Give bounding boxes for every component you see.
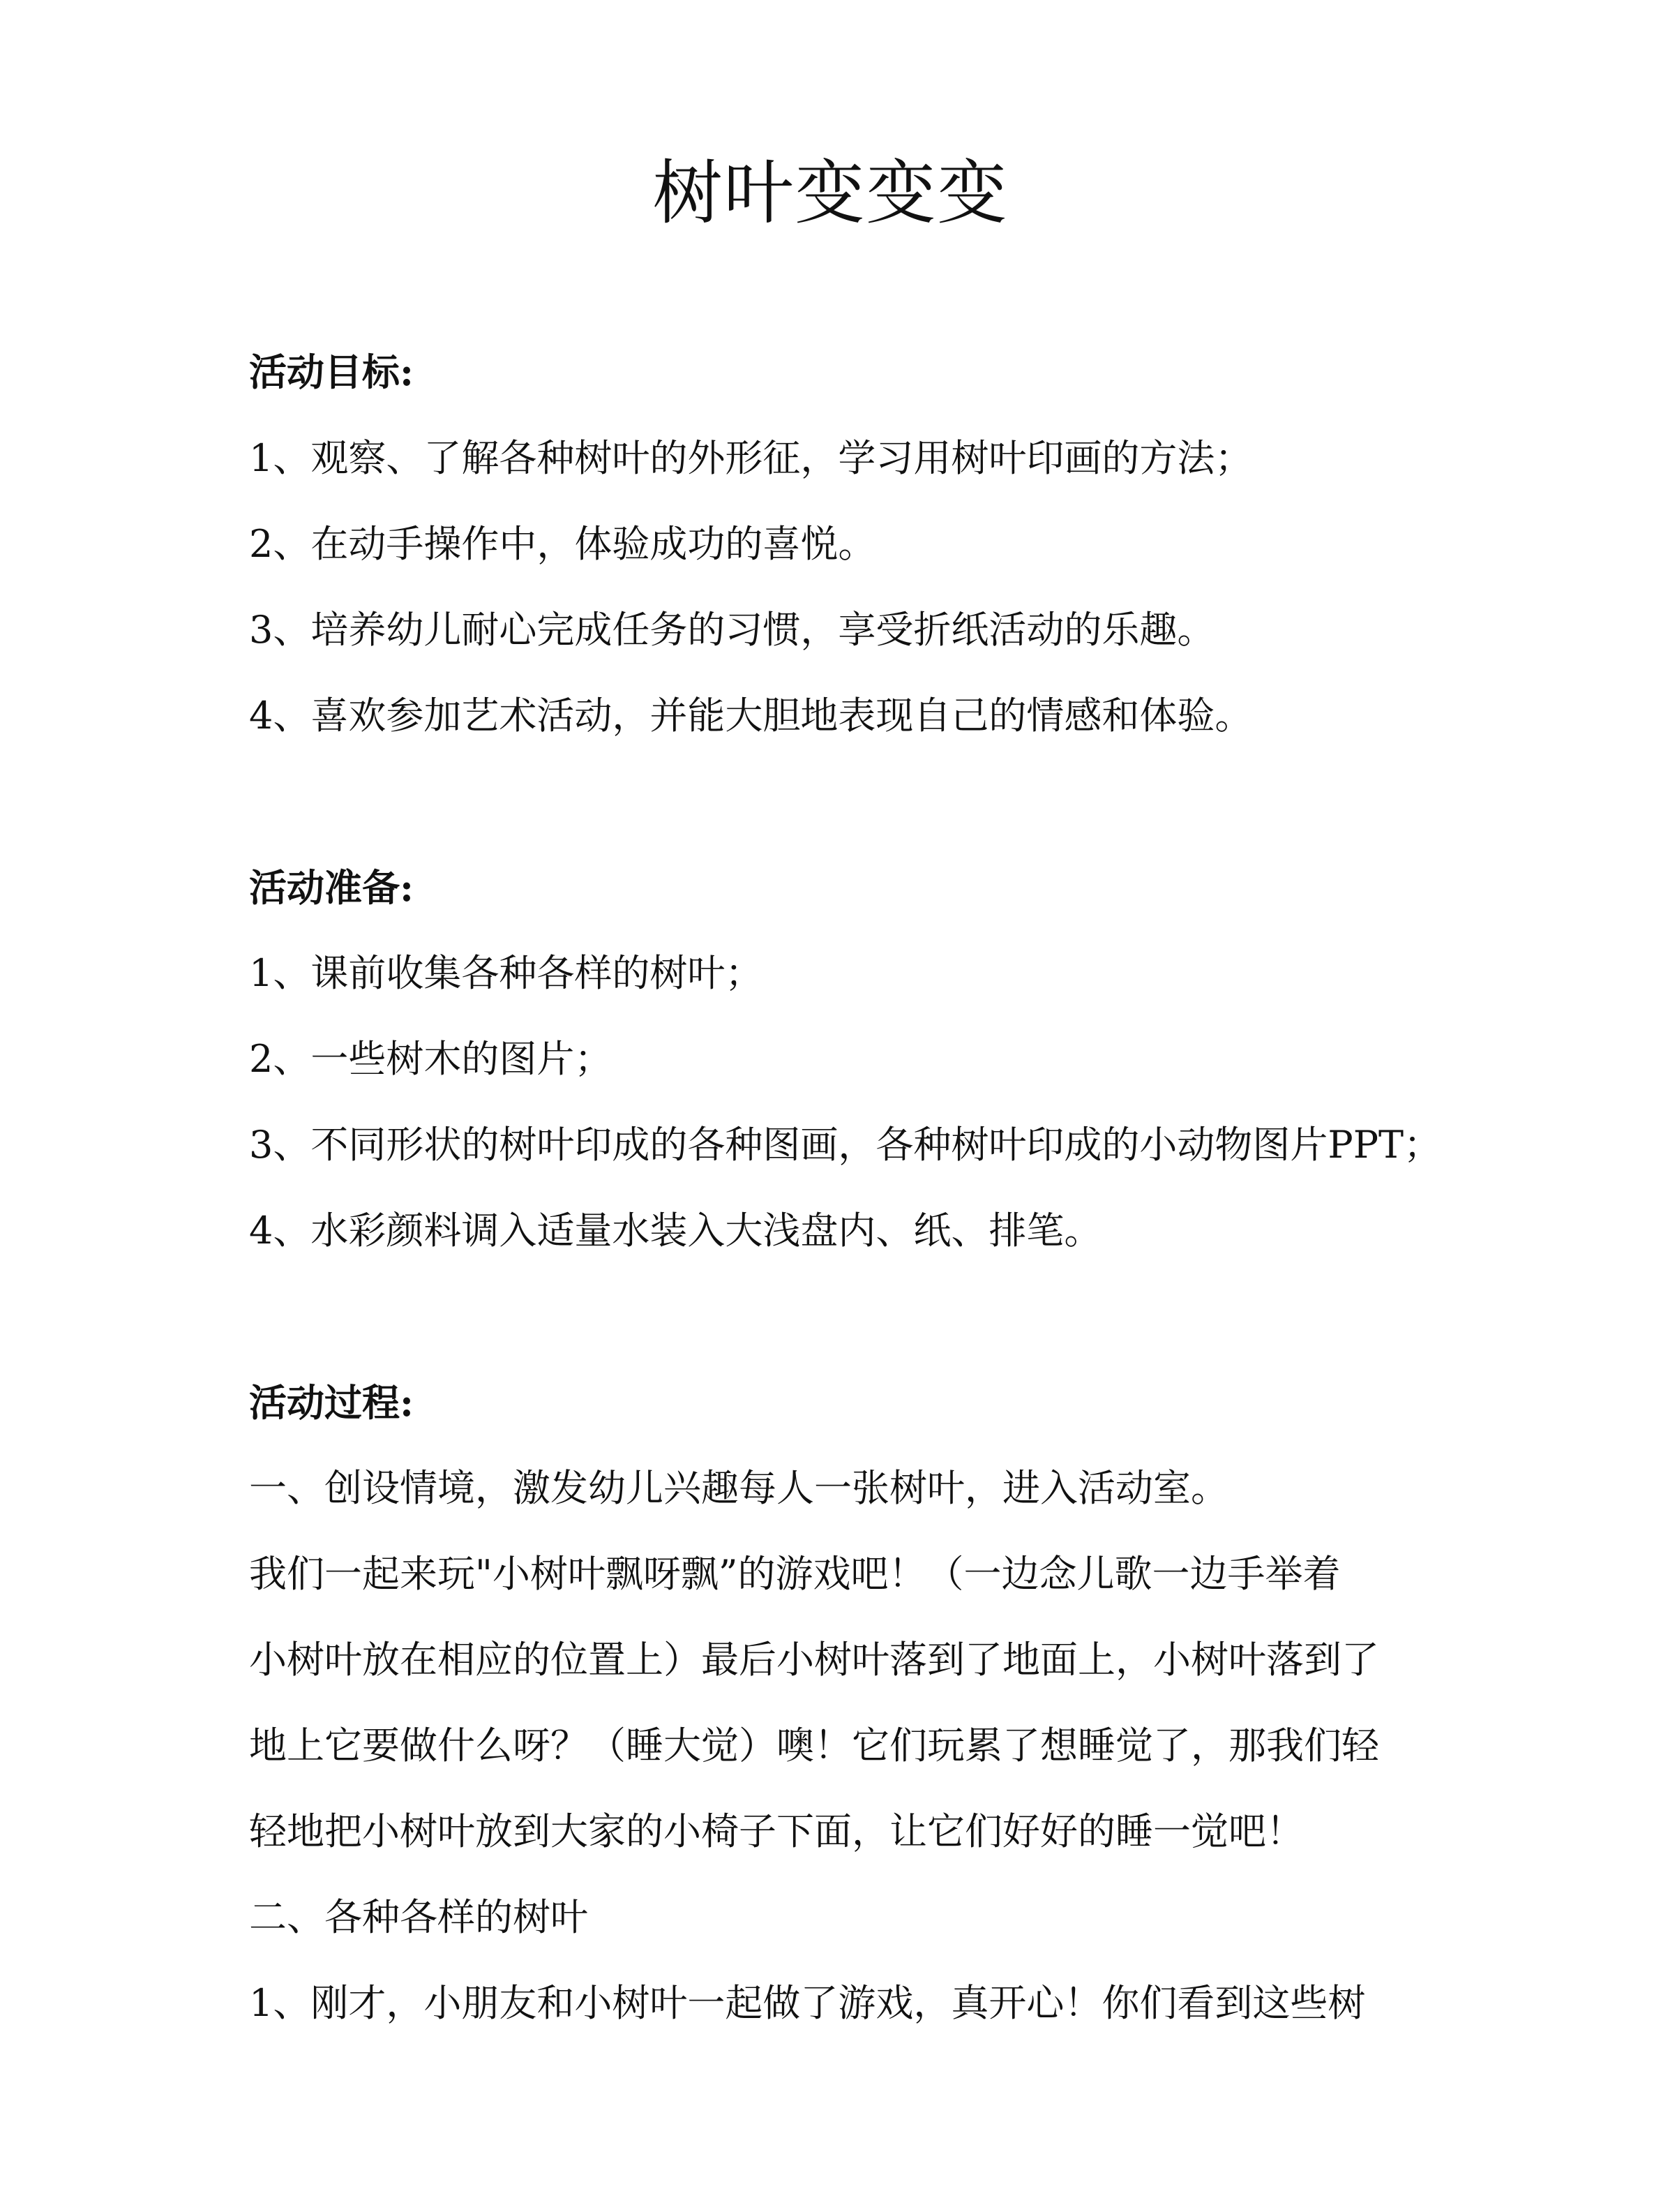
section-heading-preparation: 活动准备: — [249, 865, 414, 910]
objective-item-4: 4、喜欢参加艺术活动，并能大胆地表现自己的情感和体验。 — [249, 694, 1253, 738]
document-title: 树叶变变变 — [652, 152, 1009, 234]
process-line-3: 小树叶放在相应的位置上）最后小树叶落到了地面上，小树叶落到了 — [249, 1638, 1379, 1682]
objective-item-1: 1、观察、了解各种树叶的外形征，学习用树叶印画的方法； — [249, 436, 1253, 480]
process-line-4: 地上它要做什么呀？（睡大觉）噢！它们玩累了想睡觉了，那我们轻 — [249, 1724, 1379, 1768]
process-line-5: 轻地把小树叶放到大家的小椅子下面，让它们好好的睡一觉吧！ — [249, 1809, 1304, 1853]
section-heading-process: 活动过程: — [249, 1380, 414, 1425]
process-subheading-2: 二、各种各样的树叶 — [249, 1895, 588, 1939]
preparation-item-1: 1、课前收集各种各样的树叶； — [249, 951, 763, 995]
objective-item-3: 3、培养幼儿耐心完成任务的习惯，享受折纸活动的乐趣。 — [249, 608, 1215, 652]
preparation-item-4: 4、水彩颜料调入适量水装入大浅盘内、纸、排笔。 — [249, 1209, 1102, 1253]
process-line-2: 我们一起来玩"小树叶飘呀飘”的游戏吧！（一边念儿歌一边手举着 — [249, 1552, 1341, 1596]
section-heading-objectives: 活动目标: — [249, 350, 414, 394]
preparation-item-2: 2、一些树木的图片； — [249, 1037, 612, 1081]
process-line-7: 1、刚才，小朋友和小树叶一起做了游戏，真开心！你们看到这些树 — [249, 1981, 1366, 2025]
preparation-item-3: 3、不同形状的树叶印成的各种图画，各种树叶印成的小动物图片PPT； — [249, 1123, 1442, 1167]
objective-item-2: 2、在动手操作中，体验成功的喜悦。 — [249, 522, 876, 566]
process-line-1: 一、创设情境，激发幼儿兴趣每人一张树叶，进入活动室。 — [249, 1466, 1228, 1510]
